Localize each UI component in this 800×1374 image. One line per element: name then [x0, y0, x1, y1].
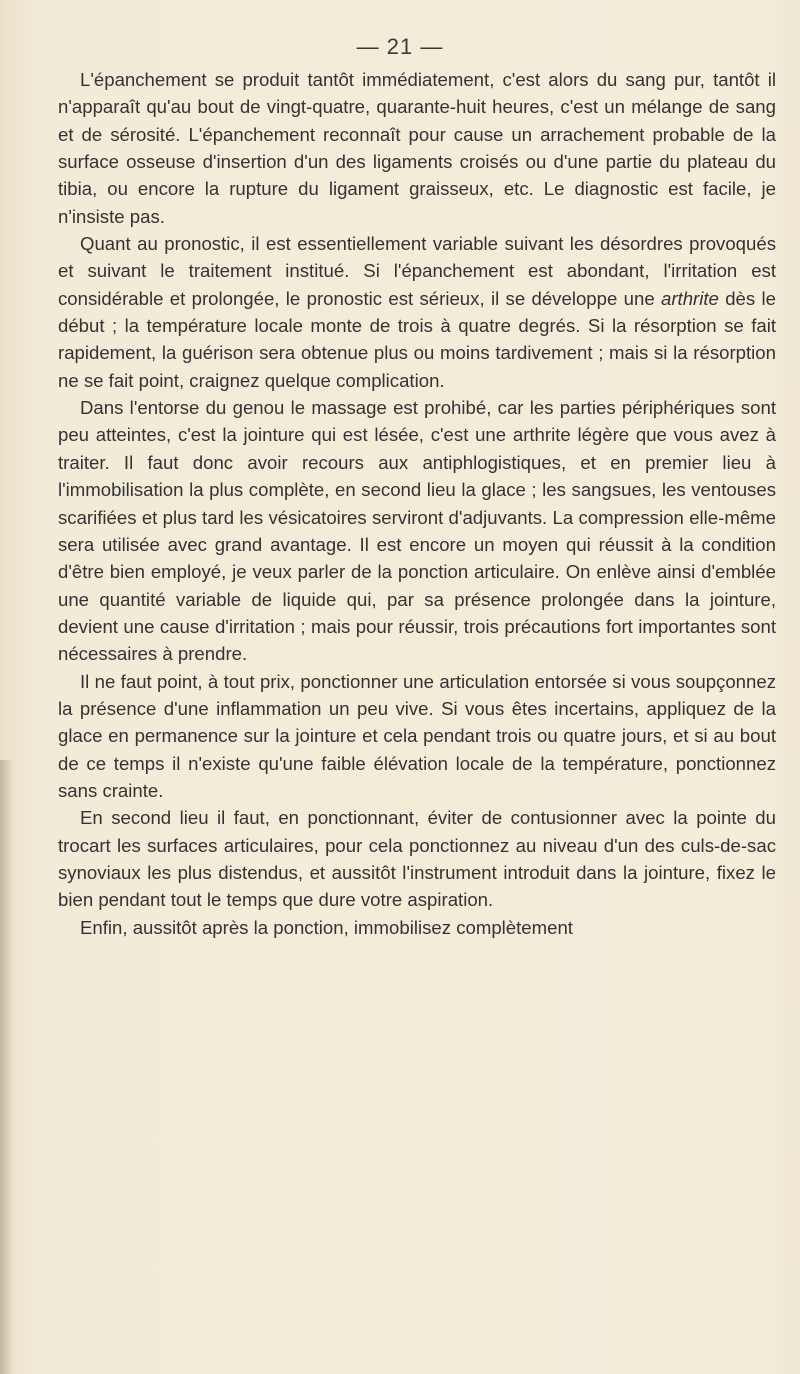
paragraph-precaution-1: Il ne faut point, à tout prix, ponctionner une articulation entorsée si vous soupçonnez la présence d'une inflammation un peu vive. Si vous êtes incertains, appliquez de la glace en permanence sur la jointure et cela pendant trois ou quatre jours, et si au bout de ce temps il n'existe qu'une faible élévation locale de la température, ponctionnez sans crainte. [58, 670, 776, 801]
paragraph-precaution-2: En second lieu il faut, en ponctionnant, éviter de contusionner avec la pointe du trocart les surfaces articulaires, pour cela ponctionnez au niveau d'un des culs-de-sac synoviaux les plus distendus, et aussitôt l'instrument introduit dans la jointure, fixez le bien pendant tout le temps que dure votre aspiration. [58, 807, 776, 911]
paragraph-traitement: Dans l'entorse du genou le massage est prohibé, car les parties périphériques sont peu atteintes, c'est la jointure qui est lésée, c'est une arthrite légère que vous avez à traiter. Il faut donc avoir recours aux antiphlogistiques, et en premier lieu à l'immobilisation la plus complète, en second lieu la glace ; les sangsues, les ventouses scarifiées et plus tard les vésicatoires serviront d'adjuvants. La compression elle-même sera utilisée avec grand avantage. Il est encore un moyen qui réussit à la condition d'être bien employé, je veux parler de la ponction articulaire. On enlève ainsi d'emblée une quantité variable de liquide qui, par sa présence prolongée dans la jointure, devient une cause d'irritation ; mais pour réussir, trois précautions fort importantes sont nécessaires à prendre. [58, 397, 776, 665]
pronostic-text-end: dès le début ; la température locale monte de trois à quatre degrés. Si la résorption se fait rapidement, la guérison sera obtenue plus ou moins tardivement ; mais si la résorption ne se fait point, craignez quelque complication. [58, 287, 776, 391]
page-number: — 21 — [356, 34, 444, 59]
pronostic-text-start: Quant au pronostic, il est essentiellement variable suivant les désordres provoqués et suivant le traitement institué. Si l'épanchement est abondant, l'irritation est considérable et prolongée, le pronostic est sérieux, il se développe une [58, 233, 776, 309]
arthrite-term: arthrite [661, 287, 719, 309]
paragraph-epanchement: L'épanchement se produit tantôt immédiatement, c'est alors du sang pur, tantôt il n'apparaît qu'au bout de vingt-quatre, quarante-huit heures, c'est un mélange de sang et de sérosité. L'épanchement reconnaît pour cause un arrachement probable de la surface osseuse d'insertion d'un des ligaments croisés ou d'une partie du plateau du tibia, ou encore la rupture du ligament graisseux, etc. Le diagnostic est facile, je n'insiste pas. [58, 69, 776, 227]
page-binding-shadow [0, 760, 14, 1374]
paragraph-precaution-3: Enfin, aussitôt après la ponction, immobilisez complètement [80, 916, 573, 938]
body-text [58, 66, 776, 941]
paragraph-pronostic [58, 230, 776, 394]
